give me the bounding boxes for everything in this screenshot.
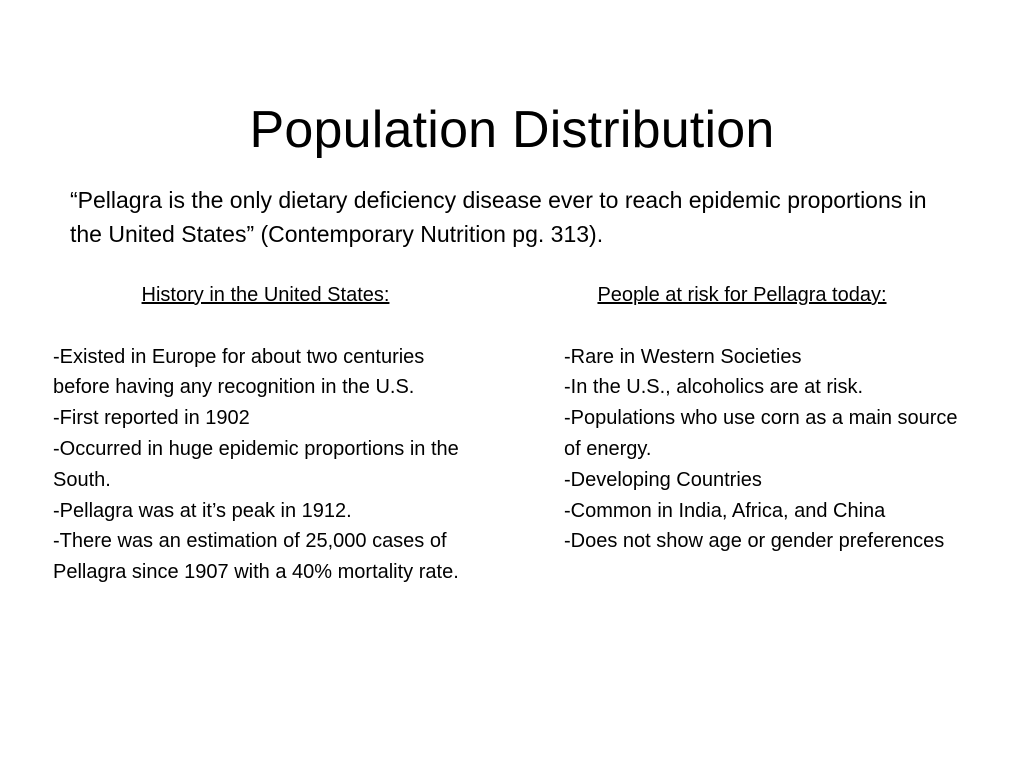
risk-item: -Rare in Western Societies: [564, 345, 802, 368]
risk-heading: People at risk for Pellagra today:: [597, 284, 887, 306]
risk-column: [564, 280, 969, 557]
risk-list: [564, 342, 969, 558]
history-column: [53, 280, 478, 588]
history-item: -Existed in Europe for about two centuries before having any recognition in the U.S.: [53, 345, 425, 399]
history-list: [53, 342, 478, 588]
slide-title: Population Distribution: [249, 100, 775, 159]
risk-item: -In the U.S., alcoholics are at risk.: [564, 376, 864, 399]
history-item: -First reported in 1902: [53, 407, 250, 430]
risk-item: -Populations who use corn as a main source of energy.: [564, 407, 958, 460]
history-heading: History in the United States:: [141, 284, 390, 306]
quote-text: “Pellagra is the only dietary deficiency disease ever to reach epidemic proportions in the United States” (Contemporary Nutrition pg. 313).: [70, 187, 927, 247]
risk-item: -Does not show age or gender preferences: [564, 530, 945, 553]
history-item: -Occurred in huge epidemic proportions in the South.: [53, 437, 459, 491]
history-item: -There was an estimation of 25,000 cases of Pellagra since 1907 with a 40% mortality rate.: [53, 530, 459, 584]
risk-item: -Developing Countries: [564, 468, 762, 491]
history-item: -Pellagra was at it’s peak in 1912.: [53, 499, 352, 522]
risk-item: -Common in India, Africa, and China: [564, 499, 886, 522]
